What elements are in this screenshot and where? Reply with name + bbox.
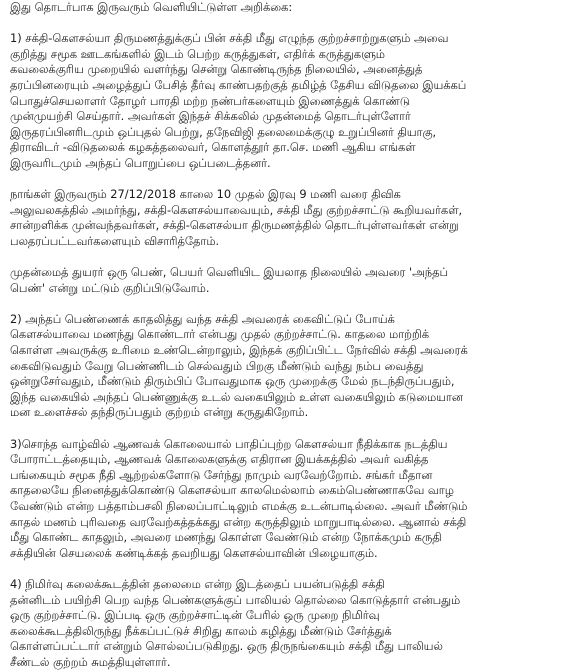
statement-paragraph [10,437,566,562]
text-line: கவலைக்குரிய முறையில் வளர்ந்து சென்று கொண்டிருந்த நிலையில், அனைத்துத் [10,62,423,77]
text-line: தரப்பினரையும் அழைத்துப் பேசித் தீர்வு காண்பதற்குத் தமிழ்த் தேசிய விடுதலை இயக்கப் [10,77,467,92]
text-line: குறித்து சமூக ஊடகங்களில் இடம் பெற்ற கருத்துகள், எதிர்க் கருத்துகளும் [10,46,385,61]
statement-paragraph [10,577,566,671]
text-line: முதன்மைத் துயரர் ஒரு பெண், பெயர் வெளியிட இயலாத நிலையில் அவரை 'அந்தப் [10,265,448,280]
paragraph-gap [10,172,566,188]
text-line: 1) சக்தி-கௌசல்யா திருமணத்துக்குப் பின் சக்தி மீது எழுந்த குற்றச்சாற்றுகளும் அவை [10,31,449,46]
text-line: நாங்கள் இருவரும் 27/12/2018 காலை 10 முதல் இரவு 9 மணி வரை திவிக [10,187,401,202]
text-line: முன்முயற்சி செய்தார். அவர்கள் இந்தச் சிக்கலில் முதன்மைத் தொடர்புள்ளோர் [10,109,411,124]
text-line: 2) அந்தப் பெண்ணைக் காதலித்து வந்த சக்தி அவரைக் கைவிட்டுப் போய்க் [10,311,395,326]
text-line: பலதரப்பட்டவர்களையும் விசாரித்தோம். [10,233,220,248]
text-line: 4) நிமிர்வு கலைக்கூடத்தின் தலைமை என்ற இடத்தைப் பயன்படுத்தி சக்தி [10,576,385,591]
paragraph-gap [10,561,566,577]
text-line: தன்னிடம் பயிற்சி பெற வந்த பெண்களுக்குப் பாலியல் தொல்லை கொடுத்தார் என்பதும் [10,592,461,607]
text-line: போராட்டத்தையும், ஆணவக் கொலைகளுக்கு எதிரான இயக்கத்தில் அவர் வகித்த [10,452,429,467]
text-line: கொள்ள அவருக்கு உரிமை உண்டென்றாலும், இந்தக் குறிப்பிட்ட நேர்வில் சக்தி அவரைக் [10,343,468,358]
text-line: ஒரு குற்றச்சாட்டு. இப்படி ஒரு குற்றச்சாட்டின் பேரில் ஒரு முறை நிமிர்வு [10,608,380,623]
text-line: இது தொடர்பாக இருவரும் வெளியிட்டுள்ள அறிக்கை: [10,0,293,14]
statement-paragraph [10,265,566,296]
text-line: மீது கொண்ட காதலும், அவரை மணந்து கொள்ள வேண்டும் என்ற நோக்கமும் கருதி [10,530,442,545]
text-line: வேண்டும் என்ற பத்தாம்பசலி நிலைப்பாட்டிலும் எமக்கு உடன்பாடில்லை. அவர் மீண்டும் [10,499,468,513]
text-line: கௌசல்யாவை மணந்து கொண்டார் என்பது முதல் குற்றச்சாட்டு. காதலை மாற்றிக் [10,327,429,342]
statement-document [10,0,566,669]
text-line: பொதுச்செயலாளர் தோழர் பாரதி மற்ற நண்பர்களையும் இணைத்துக் கொண்டு [10,93,410,108]
statement-paragraph [10,187,566,249]
text-line: மன உளைச்சல் தந்திருப்பதும் குற்றம் என்று கருதுகிறோம். [10,405,309,420]
statement-paragraph [10,31,566,171]
text-line: பங்கையும் சமூக நீதி ஆற்றல்களோடு சேர்ந்து நாமும் வரவேற்றோம். சங்கர் மீதான [10,467,433,482]
text-line: இருதரப்பினரிடமும் ஒப்புதல் பெற்று, தநேவிஜி தலைமைக்குழு உறுப்பினர் தியாகு, [10,124,437,139]
paragraph-gap [10,296,566,312]
text-line: திராவிடர் -விடுதலைக் கழகத்தலைவர், கொளத்தூர் தா.செ. மணி ஆகிய எங்கள் [10,140,416,155]
text-line: ஒன்றுசேர்வதும், மீண்டும் திரும்பிப் போவதுமாக ஒரு முறைக்கு மேல் நடந்திருப்பதும், [10,374,455,389]
text-line: கலைக்கூடத்திலிருந்து நீக்கப்பட்டுச் சிறிது காலம் கழித்து மீண்டும் சேர்த்துக் [10,623,392,638]
text-line: காதல் மணம் புரிவதை வரவேற்கத்தக்கது என்ற கருத்திலும் மாறுபாடில்லை. ஆனால் சக்தி [10,514,467,529]
text-line: இந்த வகையில் அந்தப் பெண்ணுக்கு உடல் வகையிலும் உள்ள வகையிலும் கடுமையான [10,389,463,404]
text-line: பெண்' என்று மட்டும் குறிப்பிடுவோம். [10,280,210,295]
paragraph-gap [10,250,566,266]
text-line: இருவரிடமும் அந்தப் பொறுப்பை ஒப்படைத்தனர். [10,155,271,170]
text-line: சான்றளிக்க முன்வந்தவர்கள், சக்தி-கௌசல்யா திருமணத்தில் தொடர்புள்ளவர்கள் என்று [10,218,459,233]
paragraph-gap [10,421,566,437]
text-line: அலுவலகத்தில் அமர்ந்து, சக்தி-கௌசல்யாவையும், சக்தி மீது குற்றச்சாட்டு கூறியவர்கள், [10,202,463,217]
text-line: காதலையே நினைத்துக்கொண்டு கௌசல்யா காலமெல்லாம் கைம்பெண்ணாகவே வாழ [10,483,454,498]
text-line: கொள்ளப்பட்டார் என்றும் சொல்லப்படுகிறது. ஒரு திருநங்கையும் சக்தி மீது பாலியல் [10,639,443,654]
statement-heading [10,0,566,16]
text-line: 3)சொந்த வாழ்வில் ஆணவக் கொலையால் பாதிப்புற்ற கௌசல்யா நீதிக்காக நடத்திய [10,436,448,451]
text-line: கைவிடுவதும் வேறு பெண்ணிடம் செல்வதும் பிறகு மீண்டும் வந்து நம்ப வைத்து [10,358,424,373]
statement-paragraph [10,312,566,421]
text-line: சக்தியின் செயலைக் கண்டிக்கத் தவறியது கௌசல்யாவின் பிழையாகும். [10,545,378,560]
text-line: சீண்டல் குற்றம் சுமத்தியுள்ளார். [10,654,171,669]
paragraph-gap [10,16,566,32]
